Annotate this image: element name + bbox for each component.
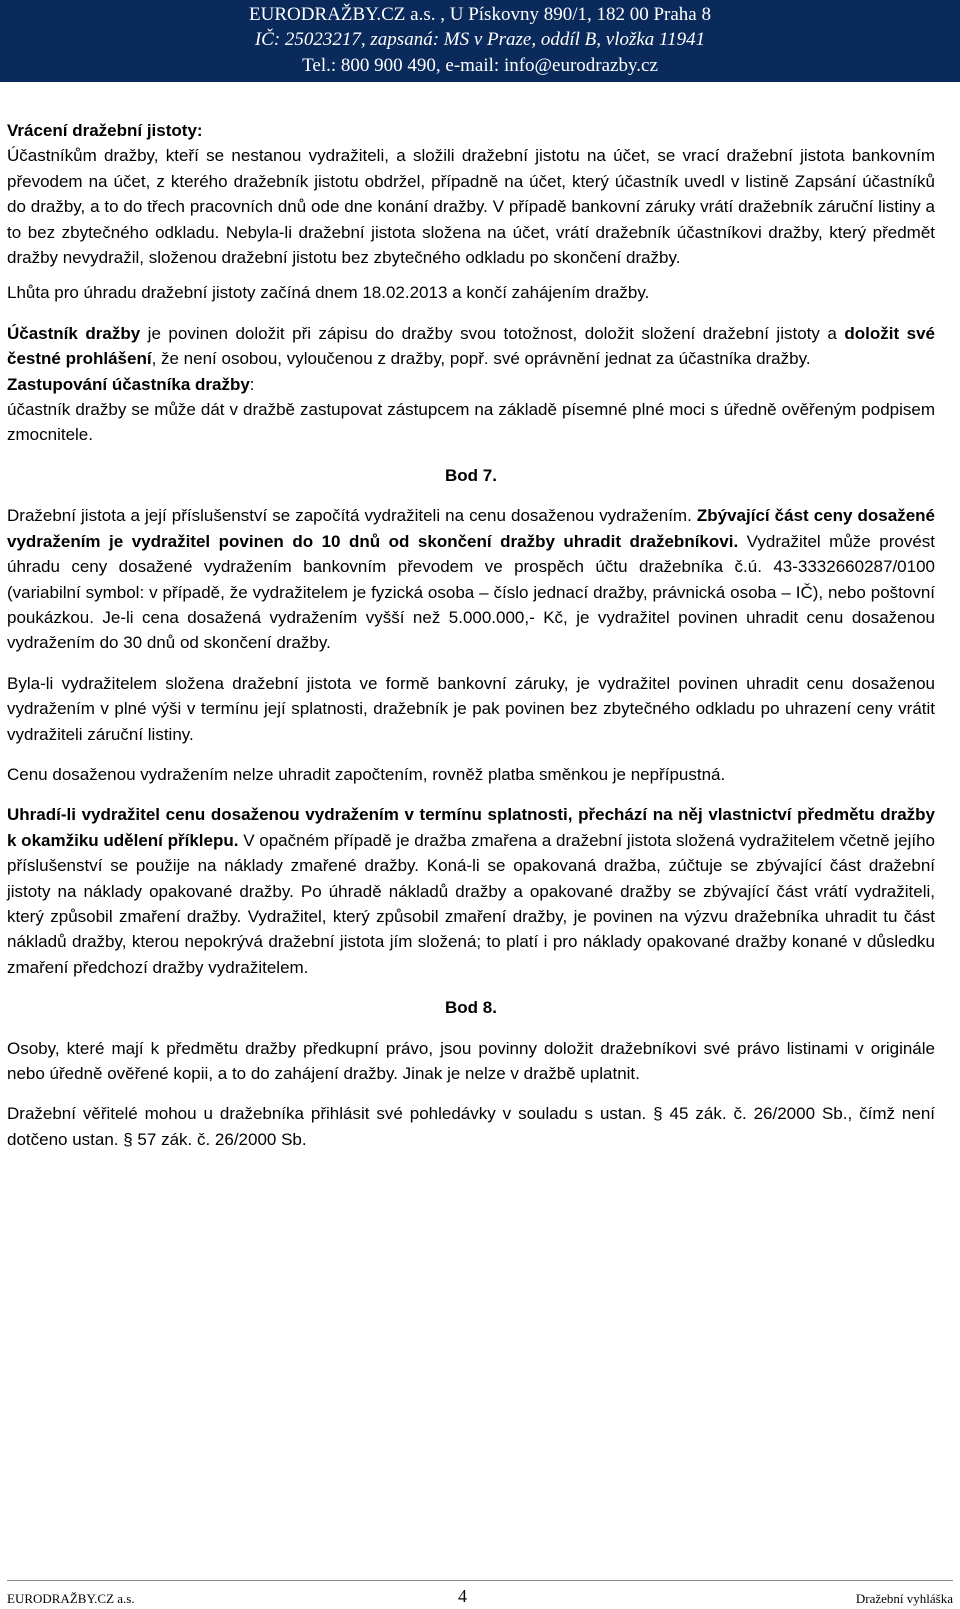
ownership-transfer-bold: Uhradí-li vydražitel cenu dosaženou vydražením v termínu splatnosti, přechází na něj vlastnictví předmětu dražby k okamžiku udělení příklepu.	[7, 805, 935, 850]
ownership-transfer-text: V opačném případě je dražba zmařena a dražební jistota složená vydražitelem včetně jejího příslušenství se použije na náklady zmařené dražby. Koná-li se opakovaná dražba, zúčtuje se zbývající část dražební jistoty na náklady opakované dražby. Po úhradě nákladů dražby a opakované dražby se zbývající část vrátí vydražiteli, který způsobil zmaření dražby. Vydražitel, který způsobil zmaření dražby, je povinen na výzvu dražebníka uhradit tu část nákladů dražby, kterou nepokrývá dražební jistota jím složená; to platí i pro náklady opakované dražby konané v důsledku zmaření předchozí dražby vydražitelem.	[7, 830, 935, 977]
heading-bod-8: Bod 8.	[445, 998, 497, 1018]
paragraph-creditors: Dražební věřitelé mohou u dražebníka přihlásit své pohledávky v souladu s ustan. § 45 zák. č. 26/2000 Sb., čímž není dotčeno ustan. § 57 zák. č. 26/2000 Sb.	[7, 1104, 935, 1149]
heading-bod-7: Bod 7.	[445, 465, 497, 485]
paragraph-bank-guarantee: Byla-li vydražitelem složena dražební jistota ve formě bankovní záruky, je vydražitel povinen uhradit cenu dosaženou vydražením v plné výši v termínu její splatnosti, dražebník je pak povinen bez zbytečného odkladu po uhrazení ceny vrátit vydražiteli záruční listiny.	[7, 673, 935, 744]
letterhead-company-address: EURODRAŽBY.CZ a.s. , U Pískovny 890/1, 182 00 Praha 8	[249, 4, 711, 25]
section-title-deposit-return: Vrácení dražební jistoty:	[7, 121, 203, 140]
letterhead	[0, 0, 960, 82]
paragraph-payment	[7, 503, 935, 655]
paragraph-deposit-deadline: Lhůta pro úhradu dražební jistoty začíná dnem 18.02.2013 a končí zahájením dražby.	[7, 283, 650, 303]
paragraph-representation: účastník dražby se může dát v dražbě zastupovat zástupcem na základě písemné plné moci s úředně ověřeným podpisem zmocnitele.	[7, 400, 935, 445]
participant-duties-text-end: , že není osobou, vyloučenou z dražby, popř. své oprávnění jednat za účastníka dražby.	[151, 349, 811, 369]
payment-deadline-bold: Zbývající část ceny dosažené vydražením je vydražitel povinen do 10 dnů od skončení dražby uhradit dražebníkovi.	[7, 506, 935, 551]
letterhead-registration: IČ: 25023217, zapsaná: MS v Praze, oddíl B, vložka 11941	[254, 29, 706, 50]
payment-details: Vydražitel může provést úhradu ceny dosažené vydražením bankovním převodem ve prospěch účtu dražebníka č.ú. 43-3332660287/0100 (variabilní symbol: v případě, že vydražitelem je fyzická osoba – číslo jednací dražby, právnická osoba – IČ), nebo poštovní poukázkou. Je-li cena dosažená vydražením vyšší než 5.000.000,- Kč, je vydražitel povinen uhradit cenu dosaženou vydražením do 30 dnů od skončení dražby.	[7, 531, 936, 653]
footer-divider	[7, 1580, 953, 1581]
letterhead-contact: Tel.: 800 900 490, e-mail: info@eurodrazby.cz	[302, 55, 658, 76]
paragraph-offset-prohibited: Cenu dosaženou vydražením nelze uhradit započtením, rovněž platba směnkou je nepřípustná.	[7, 764, 726, 784]
participant-duties-text: je povinen doložit při zápisu do dražby svou totožnost, doložit složení dražební jistoty a	[140, 323, 845, 343]
page-footer	[0, 1580, 960, 1609]
representation-title: Zastupování účastníka dražby	[7, 374, 250, 394]
footer-company: EURODRAŽBY.CZ a.s.	[7, 1591, 135, 1606]
representation-colon: :	[249, 374, 255, 394]
section-title-representation	[7, 372, 935, 397]
participant-label: Účastník dražby	[7, 323, 141, 343]
paragraph-participant-duties	[7, 321, 935, 372]
declaration-label: doložit své čestné prohlášení	[7, 323, 935, 369]
footer-document-title: Dražební vyhláška	[855, 1591, 953, 1606]
page-number: 4	[458, 1586, 467, 1606]
paragraph-preemption-right: Osoby, které mají k předmětu dražby předkupní právo, jsou povinny doložit dražebníkovi své právo listinami v originále nebo úředně ověřené kopii, a to do zahájení dražby. Jinak je nelze v dražbě uplatnit.	[7, 1038, 935, 1083]
paragraph-ownership-transfer	[7, 802, 935, 980]
payment-intro: Dražební jistota a její příslušenství se započítá vydražiteli na cenu dosaženou vydražením.	[7, 506, 692, 526]
document-body	[7, 118, 935, 1152]
paragraph-deposit-return: Účastníkům dražby, kteří se nestanou vydražiteli, a složili dražební jistotu na účet, se vrací dražební jistota bankovním převodem na účet, z kterého dražebník jistotu obdržel, případně na účet, který účastník uvedl v listině Zapsání účastníků do dražby, a to do třech pracovních dnů ode dne konání dražby. V případě bankovní záruky vrátí dražebník záruční listiny a to bez zbytečného odkladu. Nebyla-li dražební jistota složena na účet, vrátí dražebník účastníkovi dražby, který předmět dražby nevydražil, složenou dražební jistotu bez zbytečného odkladu po skončení dražby.	[7, 146, 935, 268]
